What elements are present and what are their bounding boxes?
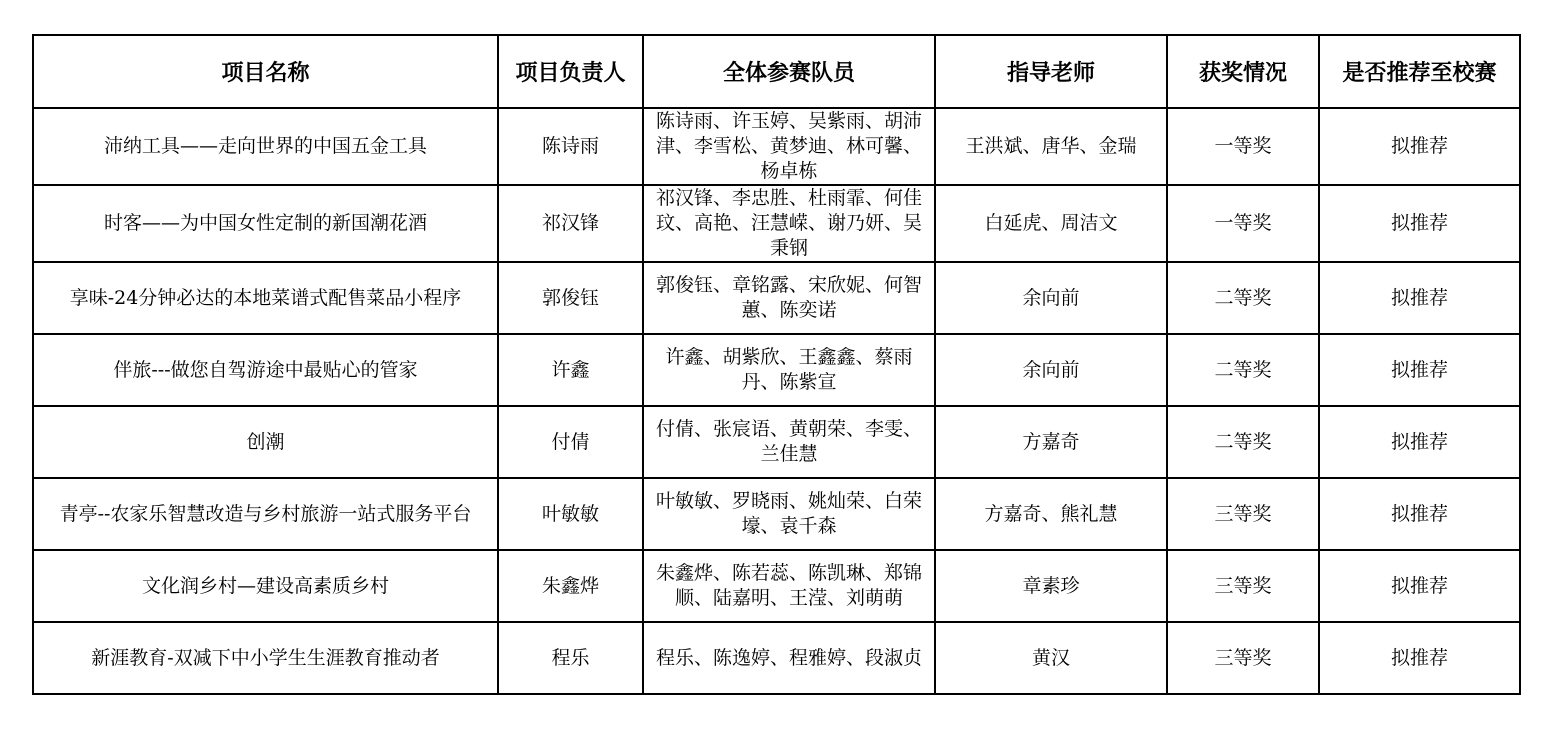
cell-award: 三等奖 [1167,478,1319,550]
table-row [33,406,1520,478]
cell-recommend: 拟推荐 [1319,108,1520,185]
cell-award: 三等奖 [1167,550,1319,622]
table-row [33,622,1520,694]
cell-recommend: 拟推荐 [1319,185,1520,262]
header-award: 获奖情况 [1167,35,1319,108]
cell-project-leader: 朱鑫烨 [498,550,643,622]
cell-project-leader: 叶敏敏 [498,478,643,550]
cell-recommend: 拟推荐 [1319,622,1520,694]
cell-project-name: 沛纳工具——走向世界的中国五金工具 [33,108,498,185]
cell-project-name: 文化润乡村—建设高素质乡村 [33,550,498,622]
cell-recommend: 拟推荐 [1319,262,1520,334]
table-row [33,550,1520,622]
cell-team-members: 付倩、张宸语、黄朝荣、李雯、兰佳慧 [643,406,935,478]
cell-team-members: 陈诗雨、许玉婷、吴紫雨、胡沛津、李雪松、黄梦迪、林可馨、杨卓栋 [643,108,935,185]
cell-team-members: 许鑫、胡紫欣、王鑫鑫、蔡雨丹、陈紫宣 [643,334,935,406]
cell-award: 一等奖 [1167,108,1319,185]
table-row [33,185,1520,262]
cell-project-leader: 郭俊钰 [498,262,643,334]
cell-project-name: 享味-24分钟必达的本地菜谱式配售菜品小程序 [33,262,498,334]
cell-recommend: 拟推荐 [1319,334,1520,406]
cell-project-name: 伴旅---做您自驾游途中最贴心的管家 [33,334,498,406]
awards-table [32,34,1521,695]
cell-project-leader: 陈诗雨 [498,108,643,185]
cell-team-members: 叶敏敏、罗晓雨、姚灿荣、白荣壕、袁千森 [643,478,935,550]
cell-team-members: 程乐、陈逸婷、程雅婷、段淑贞 [643,622,935,694]
header-project-leader: 项目负责人 [498,35,643,108]
cell-project-leader: 许鑫 [498,334,643,406]
cell-project-leader: 祁汉锋 [498,185,643,262]
cell-project-leader: 程乐 [498,622,643,694]
cell-team-members: 郭俊钰、章铭露、宋欣妮、何智蕙、陈奕诺 [643,262,935,334]
cell-advisor: 白延虎、周洁文 [935,185,1167,262]
cell-project-name: 创潮 [33,406,498,478]
cell-award: 二等奖 [1167,406,1319,478]
table-row [33,334,1520,406]
cell-recommend: 拟推荐 [1319,550,1520,622]
cell-recommend: 拟推荐 [1319,478,1520,550]
header-row [33,35,1520,108]
header-recommend: 是否推荐至校赛 [1319,35,1520,108]
cell-advisor: 章素珍 [935,550,1167,622]
cell-advisor: 方嘉奇、熊礼慧 [935,478,1167,550]
cell-team-members: 祁汉锋、李忠胜、杜雨霏、何佳玟、高艳、汪慧嵘、谢乃妍、吴秉钢 [643,185,935,262]
cell-project-leader: 付倩 [498,406,643,478]
cell-project-name: 新涯教育-双减下中小学生生涯教育推动者 [33,622,498,694]
cell-advisor: 黄汉 [935,622,1167,694]
cell-award: 一等奖 [1167,185,1319,262]
cell-advisor: 余向前 [935,262,1167,334]
cell-recommend: 拟推荐 [1319,406,1520,478]
header-team-members: 全体参赛队员 [643,35,935,108]
header-project-name: 项目名称 [33,35,498,108]
cell-award: 二等奖 [1167,334,1319,406]
cell-project-name: 青亭--农家乐智慧改造与乡村旅游一站式服务平台 [33,478,498,550]
header-advisor: 指导老师 [935,35,1167,108]
cell-award: 三等奖 [1167,622,1319,694]
cell-award: 二等奖 [1167,262,1319,334]
table-row [33,262,1520,334]
cell-team-members: 朱鑫烨、陈若蕊、陈凯琳、郑锦顺、陆嘉明、王滢、刘萌萌 [643,550,935,622]
table-row [33,108,1520,185]
cell-advisor: 王洪斌、唐华、金瑞 [935,108,1167,185]
cell-project-name: 时客——为中国女性定制的新国潮花酒 [33,185,498,262]
cell-advisor: 余向前 [935,334,1167,406]
cell-advisor: 方嘉奇 [935,406,1167,478]
table-row [33,478,1520,550]
